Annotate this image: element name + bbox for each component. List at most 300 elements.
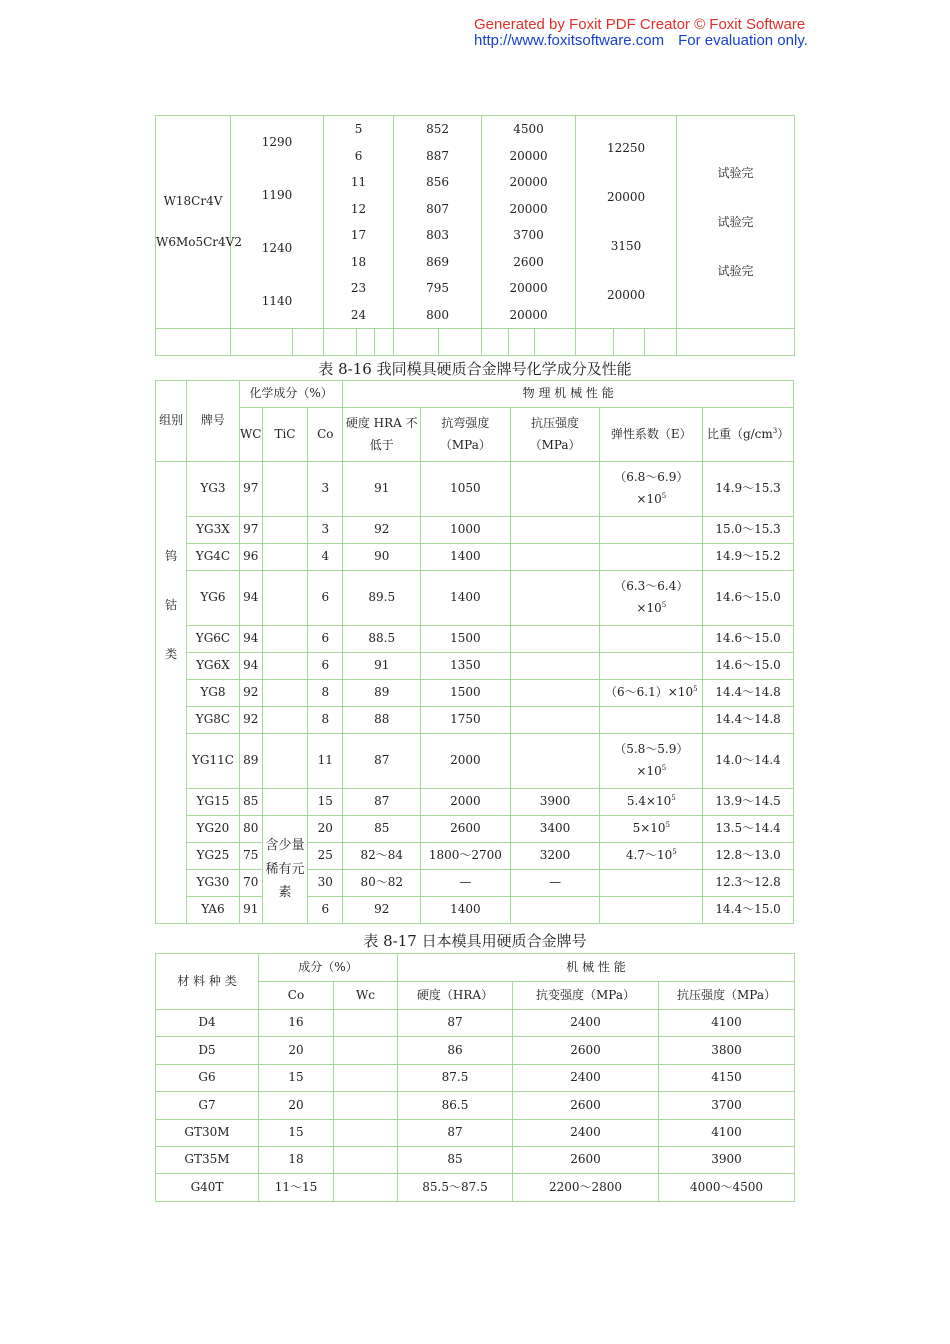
- compressive-strength-cell: 3200: [510, 843, 600, 870]
- wc-cell: [334, 1174, 398, 1201]
- grade-cell: YG4C: [187, 544, 239, 571]
- co-cell: 3: [308, 517, 343, 544]
- group-label-char: 钴: [165, 598, 178, 612]
- table1-caption: 表 8-16 我同模具硬质合金牌号化学成分及性能: [318, 360, 632, 378]
- watermark-note: For evaluation only.: [678, 32, 808, 49]
- tic-cell: [262, 707, 307, 734]
- tic-cell: [262, 462, 307, 517]
- col6-value: 20000: [606, 288, 646, 302]
- hardness-cell: 88.5: [343, 626, 421, 653]
- col6-cell: [576, 116, 677, 329]
- tic-note-cell: 含少量稀有元素: [262, 816, 307, 924]
- col4-value: 856: [426, 175, 449, 189]
- grade-cell: YG8: [187, 680, 239, 707]
- wc-cell: [334, 1092, 398, 1119]
- col5-value: 3700: [513, 228, 544, 242]
- grade-cell: YG11C: [187, 734, 239, 789]
- density-cell: 15.0～15.3: [703, 517, 794, 544]
- material-cell: G7: [156, 1092, 259, 1119]
- density-cell: 14.4～15.0: [703, 897, 794, 924]
- table-row: [156, 653, 794, 680]
- table-8-16: [155, 380, 794, 924]
- table-row: [156, 680, 794, 707]
- material-cell: GT35M: [156, 1146, 259, 1173]
- col4-value: 869: [426, 254, 449, 269]
- table-row: [156, 870, 794, 897]
- header-co: Co: [308, 408, 343, 462]
- co-cell: 25: [308, 843, 343, 870]
- elastic-cell: [600, 626, 703, 653]
- elastic-cell: [600, 544, 703, 571]
- col4-value: 807: [426, 201, 449, 216]
- elastic-multiplier: ×10: [636, 601, 662, 615]
- elastic-line2: [600, 492, 702, 508]
- compressive-strength-cell: [510, 707, 600, 734]
- density-cell: 14.0～14.4: [703, 734, 794, 789]
- bend-strength-cell: 1050: [421, 462, 511, 517]
- elastic-cell: [600, 680, 703, 707]
- hardness-cell: 85.5～87.5: [398, 1174, 513, 1201]
- hardness-cell: 87: [343, 734, 421, 789]
- compressive-strength-cell: —: [510, 870, 600, 897]
- header-comp-line1: 抗压强度: [531, 415, 580, 430]
- header-material: 材 料 种 类: [156, 954, 259, 1010]
- compressive-strength-cell: [510, 544, 600, 571]
- table-row: [156, 734, 794, 789]
- header-density-text: 比重（g/cm: [706, 426, 773, 441]
- elastic-cell: [600, 653, 703, 680]
- col3-cell: [324, 116, 394, 329]
- co-cell: 20: [259, 1037, 334, 1064]
- wc-cell: 94: [239, 653, 262, 680]
- wc-cell: 85: [239, 789, 262, 816]
- material-cell: GT30M: [156, 1119, 259, 1146]
- group-label-char: 类: [165, 647, 178, 661]
- header-wc2: Wc: [334, 982, 398, 1010]
- col3-value: 24: [350, 307, 367, 322]
- table-row: [156, 789, 794, 816]
- co-cell: 20: [308, 816, 343, 843]
- table-row: [156, 1064, 795, 1091]
- elastic-line1: [600, 821, 702, 837]
- bend-strength-cell: 1400: [421, 544, 511, 571]
- col6-value: 20000: [606, 190, 646, 204]
- density-cell: 14.4～14.8: [703, 680, 794, 707]
- header-elastic: 弹性系数（E）: [600, 408, 703, 462]
- tic-cell: [262, 544, 307, 571]
- hardness-cell: 86.5: [398, 1092, 513, 1119]
- col2-value: 1190: [261, 188, 293, 202]
- table-row: [156, 544, 794, 571]
- compressive-strength-cell: [510, 734, 600, 789]
- watermark-line1: Generated by Foxit PDF Creator © Foxit Software: [474, 16, 806, 33]
- elastic-line2: [600, 601, 702, 617]
- header-hardness-line2: 低于: [369, 437, 394, 452]
- wc-cell: 91: [239, 897, 262, 924]
- elastic-value: 4.7～10: [625, 848, 673, 863]
- elastic-line1: [600, 470, 702, 486]
- col6-value: 3150: [610, 239, 642, 253]
- header-hardness2: 硬度（HRA）: [398, 982, 513, 1010]
- co-cell: 6: [308, 626, 343, 653]
- elastic-exponent: 5: [661, 601, 667, 609]
- col2-value: 1290: [261, 135, 293, 149]
- col4-value: 887: [426, 148, 449, 163]
- co-cell: 15: [259, 1064, 334, 1091]
- header-comp: [510, 408, 600, 462]
- bend-strength-cell: 2600: [513, 1146, 659, 1173]
- density-cell: 14.4～14.8: [703, 707, 794, 734]
- header-bend2: 抗变强度（MPa）: [513, 982, 659, 1010]
- wc-cell: [334, 1146, 398, 1173]
- co-cell: 6: [308, 571, 343, 626]
- group-label-char: 钨: [165, 549, 178, 563]
- co-cell: 15: [308, 789, 343, 816]
- bend-strength-cell: 1750: [421, 707, 511, 734]
- bend-strength-cell: 2400: [513, 1119, 659, 1146]
- co-cell: 6: [308, 653, 343, 680]
- wc-cell: [334, 1119, 398, 1146]
- header-density-sup: 3: [772, 426, 778, 435]
- compressive-strength-cell: [510, 571, 600, 626]
- elastic-line1: [600, 848, 702, 864]
- tic-cell: [262, 680, 307, 707]
- co-cell: 3: [308, 462, 343, 517]
- header-mechanical: 机 械 性 能: [398, 954, 795, 982]
- hardness-cell: 89.5: [343, 571, 421, 626]
- watermark-line2: [474, 33, 834, 49]
- co-cell: 4: [308, 544, 343, 571]
- wc-cell: 80: [239, 816, 262, 843]
- header-phys: 物 理 机 械 性 能: [343, 381, 794, 408]
- col5-value: 20000: [509, 281, 548, 295]
- elastic-cell: [600, 517, 703, 544]
- hardness-cell: 86: [398, 1037, 513, 1064]
- elastic-exponent: 5: [661, 764, 667, 772]
- elastic-cell: [600, 870, 703, 897]
- col4-value: 803: [426, 228, 449, 242]
- hardness-cell: 80～82: [343, 870, 421, 897]
- co-cell: 20: [259, 1092, 334, 1119]
- header-density-close: ）: [777, 426, 790, 441]
- bend-strength-cell: 2600: [421, 816, 511, 843]
- grade-cell: YG6X: [187, 653, 239, 680]
- grade-cell: YG30: [187, 870, 239, 897]
- header-bend-line1: 抗弯强度: [441, 415, 490, 430]
- bend-strength-cell: 2000: [421, 789, 511, 816]
- col3-value: 17: [350, 228, 367, 242]
- table-8-17: [155, 953, 795, 1202]
- elastic-exponent: 5: [665, 821, 671, 830]
- tic-cell: [262, 626, 307, 653]
- grade-cell: YG3X: [187, 517, 239, 544]
- header-hardness-line1: 硬度 HRA 不: [345, 415, 418, 430]
- hardness-cell: 92: [343, 897, 421, 924]
- col3-value: 6: [354, 148, 363, 163]
- compressive-strength-cell: [510, 653, 600, 680]
- hardness-cell: 91: [343, 653, 421, 680]
- density-cell: 14.9～15.3: [703, 462, 794, 517]
- col7-cell: [677, 116, 795, 329]
- compressive-strength-cell: 4100: [659, 1119, 795, 1146]
- hardness-cell: 82～84: [343, 843, 421, 870]
- bend-strength-cell: 1500: [421, 680, 511, 707]
- elastic-exponent: 5: [661, 492, 667, 500]
- material-cell: D4: [156, 1010, 259, 1037]
- header-group: 组别: [156, 381, 187, 462]
- tic-cell: [262, 734, 307, 789]
- elastic-value: （6.3～6.4）: [614, 579, 689, 594]
- grade-2: W6Mo5Cr4V2: [156, 235, 242, 249]
- wc-cell: 89: [239, 734, 262, 789]
- material-cell: G40T: [156, 1174, 259, 1201]
- bend-strength-cell: 1400: [421, 897, 511, 924]
- bend-strength-cell: 1000: [421, 517, 511, 544]
- col5-value: 20000: [509, 148, 548, 163]
- hardness-cell: 85: [343, 816, 421, 843]
- header-wc: WC: [239, 408, 262, 462]
- wc-cell: [334, 1064, 398, 1091]
- density-cell: 14.6～15.0: [703, 626, 794, 653]
- wc-cell: [334, 1010, 398, 1037]
- wc-cell: 94: [239, 626, 262, 653]
- grade-cell: YG8C: [187, 707, 239, 734]
- col5-value: 4500: [513, 122, 544, 136]
- table-row: [156, 1174, 795, 1201]
- tic-cell: [262, 571, 307, 626]
- header-tic: TiC: [262, 408, 307, 462]
- grade-cell: YG15: [187, 789, 239, 816]
- compressive-strength-cell: 3900: [659, 1146, 795, 1173]
- table-row: [156, 1037, 795, 1064]
- compressive-strength-cell: 4150: [659, 1064, 795, 1091]
- bend-strength-cell: 2200～2800: [513, 1174, 659, 1201]
- elastic-cell: [600, 897, 703, 924]
- header-density: [703, 408, 794, 462]
- wc-cell: 97: [239, 462, 262, 517]
- co-cell: 30: [308, 870, 343, 897]
- grade-cell: YG3: [187, 462, 239, 517]
- compressive-strength-cell: [510, 680, 600, 707]
- col2-value: 1140: [261, 294, 293, 308]
- compressive-strength-cell: [510, 517, 600, 544]
- elastic-line1: [600, 579, 702, 595]
- header-composition: 成分（%）: [259, 954, 398, 982]
- bend-strength-cell: 2600: [513, 1092, 659, 1119]
- hardness-cell: 88: [343, 707, 421, 734]
- co-cell: 6: [308, 897, 343, 924]
- wc-cell: 75: [239, 843, 262, 870]
- compressive-strength-cell: [510, 897, 600, 924]
- elastic-exponent: 5: [671, 794, 676, 803]
- hardness-cell: 87: [398, 1010, 513, 1037]
- wc-cell: 97: [239, 517, 262, 544]
- table-row: [156, 517, 794, 544]
- elastic-value: （6～6.1）×10: [605, 685, 694, 700]
- elastic-cell: [600, 789, 703, 816]
- hardness-cell: 85: [398, 1146, 513, 1173]
- compressive-strength-cell: [510, 462, 600, 517]
- grade-cell: [156, 116, 242, 329]
- tic-cell: [262, 653, 307, 680]
- elastic-multiplier: ×10: [636, 492, 662, 506]
- header-press2: 抗压强度（MPa）: [659, 982, 795, 1010]
- hardness-cell: 90: [343, 544, 421, 571]
- density-cell: 14.6～15.0: [703, 571, 794, 626]
- table-row: [156, 1119, 795, 1146]
- density-cell: 12.3～12.8: [703, 870, 794, 897]
- density-cell: 13.9～14.5: [703, 789, 794, 816]
- col3-value: 11: [350, 175, 367, 189]
- col5-value: 20000: [509, 307, 548, 322]
- col4-cell: [394, 116, 482, 329]
- wc-cell: 96: [239, 544, 262, 571]
- wc-cell: 94: [239, 571, 262, 626]
- wc-cell: 70: [239, 870, 262, 897]
- col4-value: 852: [426, 122, 449, 136]
- elastic-value: （5.8～5.9）: [614, 742, 689, 757]
- col3-value: 12: [350, 201, 367, 216]
- elastic-value: （6.8～6.9）: [614, 470, 689, 485]
- wc-cell: 92: [239, 680, 262, 707]
- table-row: [156, 816, 794, 843]
- density-cell: 14.6～15.0: [703, 653, 794, 680]
- tic-cell: [262, 789, 307, 816]
- hardness-cell: 87: [398, 1119, 513, 1146]
- table-row: [156, 843, 794, 870]
- elastic-multiplier: ×10: [636, 764, 662, 778]
- empty-row: [156, 329, 795, 356]
- co-cell: 11: [308, 734, 343, 789]
- hardness-cell: 91: [343, 462, 421, 517]
- hardness-cell: 89: [343, 680, 421, 707]
- hardness-cell: 92: [343, 517, 421, 544]
- col7-value: 试验完: [717, 263, 754, 278]
- compressive-strength-cell: 3400: [510, 816, 600, 843]
- table-row: [156, 707, 794, 734]
- elastic-cell: [600, 843, 703, 870]
- bend-strength-cell: 2600: [513, 1037, 659, 1064]
- bend-strength-cell: 2400: [513, 1010, 659, 1037]
- header-hardness: [343, 408, 421, 462]
- compressive-strength-cell: 3700: [659, 1092, 795, 1119]
- compressive-strength-cell: 4000～4500: [659, 1174, 795, 1201]
- table-row: [156, 897, 794, 924]
- grade-cell: YG6: [187, 571, 239, 626]
- header-bend: [421, 408, 511, 462]
- co-cell: 16: [259, 1010, 334, 1037]
- col2-value: 1240: [261, 241, 293, 255]
- compressive-strength-cell: 4100: [659, 1010, 795, 1037]
- grade-cell: YG20: [187, 816, 239, 843]
- grade-1: W18Cr4V: [163, 193, 223, 208]
- header-grade: 牌号: [187, 381, 239, 462]
- elastic-line1: [600, 794, 702, 810]
- col5-cell: [482, 116, 576, 329]
- header-chem: 化学成分（%）: [239, 381, 343, 408]
- co-cell: 8: [308, 680, 343, 707]
- foxit-watermark: [474, 17, 834, 49]
- elastic-cell: [600, 734, 703, 789]
- elastic-cell: [600, 571, 703, 626]
- compressive-strength-cell: 3900: [510, 789, 600, 816]
- elastic-cell: [600, 462, 703, 517]
- bend-strength-cell: —: [421, 870, 511, 897]
- col4-value: 795: [426, 281, 449, 295]
- col7-value: 试验完: [717, 165, 754, 180]
- col2-cell: [231, 116, 324, 329]
- col5-value: 20000: [509, 201, 548, 216]
- elastic-value: 5×10: [632, 821, 666, 836]
- table-row: [156, 1146, 795, 1173]
- density-cell: 12.8～13.0: [703, 843, 794, 870]
- col3-value: 5: [354, 122, 363, 136]
- watermark-url: http://www.foxitsoftware.com: [474, 32, 665, 49]
- table-row: [156, 626, 794, 653]
- elastic-line1: [600, 742, 702, 758]
- col7-value: 试验完: [717, 214, 754, 229]
- density-cell: 13.5～14.4: [703, 816, 794, 843]
- bend-strength-cell: 2000: [421, 734, 511, 789]
- header-co2: Co: [259, 982, 334, 1010]
- col4-value: 800: [426, 307, 449, 322]
- grade-cell: YG6C: [187, 626, 239, 653]
- elastic-cell: [600, 816, 703, 843]
- compressive-strength-cell: [510, 626, 600, 653]
- tic-cell: [262, 517, 307, 544]
- wc-cell: [334, 1037, 398, 1064]
- co-cell: 8: [308, 707, 343, 734]
- grade-cell: YG25: [187, 843, 239, 870]
- hardness-cell: 87.5: [398, 1064, 513, 1091]
- group-label-cell: [156, 462, 187, 924]
- elastic-value: 5.4×10: [626, 794, 672, 809]
- co-cell: 15: [259, 1119, 334, 1146]
- header-comp-line2: （MPa）: [529, 437, 581, 452]
- col5-value: 2600: [513, 254, 544, 269]
- table-row: [156, 1092, 795, 1119]
- elastic-line2: [600, 764, 702, 780]
- elastic-exponent: 5: [693, 685, 698, 694]
- elastic-cell: [600, 707, 703, 734]
- compressive-strength-cell: 3800: [659, 1037, 795, 1064]
- density-cell: 14.9～15.2: [703, 544, 794, 571]
- col6-value: 12250: [606, 141, 646, 155]
- col3-value: 18: [350, 254, 367, 269]
- table-row: [156, 462, 794, 517]
- bend-strength-cell: 1800～2700: [421, 843, 511, 870]
- table-row: [156, 571, 794, 626]
- material-cell: D5: [156, 1037, 259, 1064]
- bend-strength-cell: 1500: [421, 626, 511, 653]
- table2-caption: 表 8-17 日本模具用硬质合金牌号: [363, 932, 587, 950]
- col5-value: 20000: [509, 175, 548, 189]
- co-cell: 18: [259, 1146, 334, 1173]
- material-cell: G6: [156, 1064, 259, 1091]
- co-cell: 11～15: [259, 1174, 334, 1201]
- col3-value: 23: [350, 281, 367, 295]
- wc-cell: 92: [239, 707, 262, 734]
- top-table: [155, 115, 795, 356]
- bend-strength-cell: 1350: [421, 653, 511, 680]
- elastic-exponent: 5: [672, 848, 677, 857]
- bend-strength-cell: 1400: [421, 571, 511, 626]
- grade-cell: YA6: [187, 897, 239, 924]
- table-row: [156, 1010, 795, 1037]
- hardness-cell: 87: [343, 789, 421, 816]
- elastic-line1: [600, 685, 702, 701]
- bend-strength-cell: 2400: [513, 1064, 659, 1091]
